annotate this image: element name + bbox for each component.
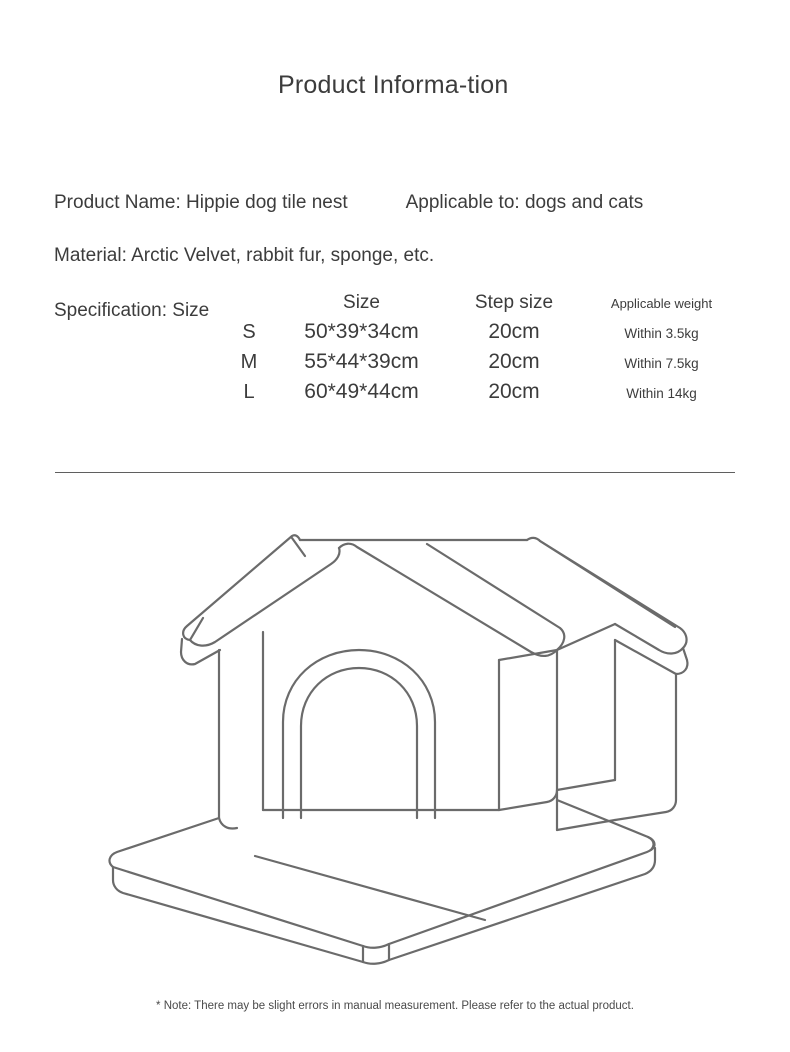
cell-dimensions: 60*49*44cm bbox=[304, 380, 419, 403]
title-block bbox=[278, 68, 513, 102]
footer-note: * Note: There may be slight errors in manual measurement. Please refer to the actual product. bbox=[156, 1000, 634, 1012]
table-header-row bbox=[219, 292, 744, 314]
header-size: Size bbox=[343, 292, 380, 313]
page-title: Product Informa-tion bbox=[278, 71, 509, 99]
cell-dimensions: 55*44*39cm bbox=[304, 350, 419, 373]
table-row bbox=[219, 350, 744, 374]
material-row bbox=[54, 243, 744, 269]
cell-step-size: 20cm bbox=[488, 380, 540, 403]
cell-size-letter: S bbox=[242, 321, 256, 343]
header-step-size: Step size bbox=[474, 292, 554, 313]
cell-dimensions: 50*39*34cm bbox=[304, 320, 419, 343]
cell-weight: Within 3.5kg bbox=[624, 326, 699, 341]
material: Material: Arctic Velvet, rabbit fur, sponge, etc. bbox=[54, 245, 435, 266]
product-info-section bbox=[54, 190, 744, 269]
table-row bbox=[219, 380, 744, 404]
dog-house-illustration bbox=[95, 500, 695, 970]
cell-weight: Within 7.5kg bbox=[624, 356, 699, 371]
cell-size-letter: M bbox=[240, 351, 258, 373]
product-name-row bbox=[54, 190, 744, 216]
applicable-to: Applicable to: dogs and cats bbox=[405, 192, 644, 213]
cell-weight: Within 14kg bbox=[626, 386, 697, 401]
section-divider bbox=[55, 472, 735, 473]
cell-step-size: 20cm bbox=[488, 320, 540, 343]
specification-table bbox=[219, 292, 744, 404]
cell-step-size: 20cm bbox=[488, 350, 540, 373]
header-applicable-weight: Applicable weight bbox=[610, 296, 713, 311]
cell-size-letter: L bbox=[243, 381, 255, 403]
specification-label: Specification: Size bbox=[54, 300, 210, 321]
table-row bbox=[219, 320, 744, 344]
product-name: Product Name: Hippie dog tile nest bbox=[54, 192, 348, 213]
